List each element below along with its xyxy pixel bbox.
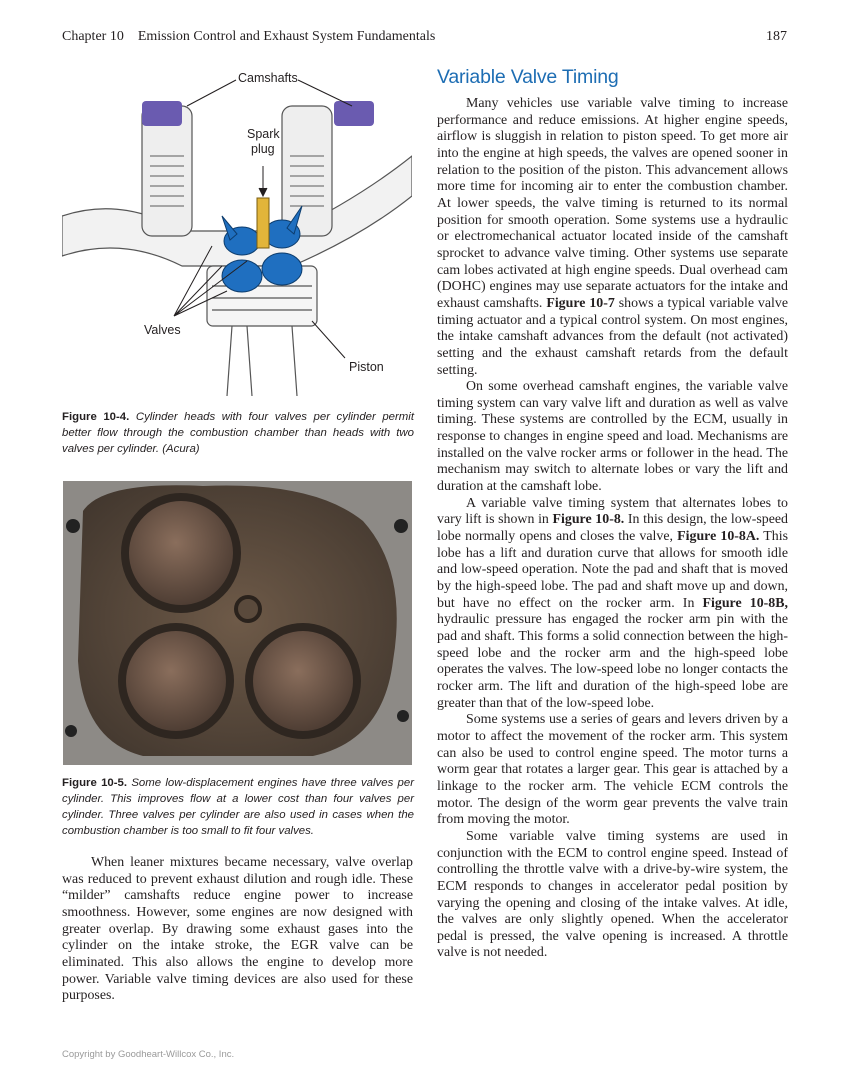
text-run: Some variable valve timing systems are used in conjunction with the ECM to control engine speed. Instead of controlling the throttle valve with a drive-by-wire system, the ECM responds to changes in accelerator pedal position by varying the opening and closing of the intake valves. At idle, the valves are only slightly opened. When the accelerator pedal is pressed, the valve opening is increased. A throttle valve is not needed. (437, 828, 788, 961)
caption-label: Figure 10-5. (62, 777, 128, 789)
section-heading: Variable Valve Timing (437, 66, 619, 88)
figure-10-4-illustration (62, 66, 412, 406)
figure-reference: Figure 10-7 (546, 295, 615, 311)
figure-10-5-photo (63, 481, 412, 765)
figure-reference: Figure 10-8A. (677, 529, 760, 545)
text-run: Some systems use a series of gears and levers driven by a motor to affect the movement of the rocker arm. This system can also be used to control engine speed. The motor turns a worm gear that rotates a larger gear. This gear is attached by a linkage to the rocker arm. The vehicle ECM controls the motor. The design of the worm gear prevents the valve train from moving the motor. (437, 712, 788, 828)
text-run: When leaner mixtures became necessary, valve overlap was reduced to prevent exhaust dilution and rough idle. These “milder” camshafts reduce engine power to increase smoothness. However, some engines are now designed with greater overlap. By drawing some exhaust gases into the cylinder on the intake stroke, the EGR valve can be eliminated. This also allows the engine to develop more power. Variable valve timing devices are also used for these purposes. (62, 855, 413, 1004)
copyright-footer: Copyright by Goodheart-Willcox Co., Inc. (62, 1049, 235, 1060)
right-column-text (437, 96, 788, 962)
label-spark: Spark (247, 127, 280, 141)
text-run: On some overhead camshaft engines, the variable valve timing system can vary valve lift and duration as well as valve timing. These systems are controlled by the ECM, usually in response to changes in engine speed and load. Mechanisms are installed on the valve rocker arms or follower in the head. The mechanism may switch to alternate lobes or vary the lift and duration at the camshaft lobe. (437, 379, 788, 495)
figure-reference: Figure 10-8B, (702, 595, 788, 611)
text-run: Many vehicles use variable valve timing to increase performance and reduce emissions. At higher engine speeds, airflow is sluggish in relation to piston speed. To get more air into the engine at high speeds, the valves are opened sooner in relation to the position of the piston. This advancement allows more time for incoming air to enter the combustion chamber. At lower speeds, the valve timing is returned to its normal position for smooth operation. Some systems use a hydraulic or electromechanical actuator located inside of the camshaft sprocket to advance valve timing. Other systems use separate cam lobes activated at high engine speeds. Dual overhead cam (DOHC) engines may use separate actuators for the intake and exhaust camshafts. (437, 96, 788, 311)
text-run: This lobe has a lift and duration curve that allows for smooth idle and low-speed operation. Note the pad and shaft that is moved by the high-speed lobe. The pad and shaft move up and down, but have no effect on the rocker arm. In (437, 529, 788, 611)
paragraph (437, 96, 788, 379)
label-valves: Valves (144, 323, 181, 337)
left-column-text (62, 855, 413, 1005)
text-run: In this design, the low-speed lobe normally opens and closes the valve, (437, 512, 788, 545)
text-run: A variable valve timing system that alternates lobes to vary lift is shown in (437, 495, 788, 528)
paragraph (437, 712, 788, 829)
paragraph (437, 829, 788, 962)
text-run: hydraulic pressure has engaged the rocker arm pin with the pad and shaft. This forms a solid connection between the high-speed lobe and the rocker arm and the high-speed lobe operates the valves. The low-speed lobe no longer contacts the rocker arm. The lift and duration of the high-speed lobe are greater than that of the low-speed lobe. (437, 612, 788, 711)
figure-10-4-caption (62, 409, 414, 457)
label-camshafts: Camshafts (238, 71, 298, 85)
label-piston: Piston (349, 360, 384, 374)
text-run: shows a typical variable valve timing actuator and a typical control system. On most engines, the intake camshaft advances from the default (not activated) setting and the exhaust camshaft retards from the default setting. (437, 295, 789, 378)
running-header-chapter: Chapter 10 Emission Control and Exhaust System Fundamentals (62, 29, 436, 44)
paragraph (437, 496, 788, 713)
figure-reference: Figure 10-8. (552, 512, 625, 528)
caption-text: Some low-displacement engines have three valves per cylinder. This improves flow at a lower cost than four valves per cylinder. Three valves per cylinder are also used in cases when the combustion chamber is too small to fit four valves. (62, 777, 414, 837)
paragraph (437, 379, 788, 496)
label-plug: plug (251, 142, 275, 156)
paragraph (62, 855, 413, 1005)
page-number: 187 (766, 29, 787, 44)
caption-label: Figure 10-4. (62, 411, 130, 423)
caption-text: Cylinder heads with four valves per cylinder permit better flow through the combustion chamber than heads with two valves per cylinder. (Acura) (62, 411, 414, 455)
figure-10-5-caption (62, 775, 414, 839)
